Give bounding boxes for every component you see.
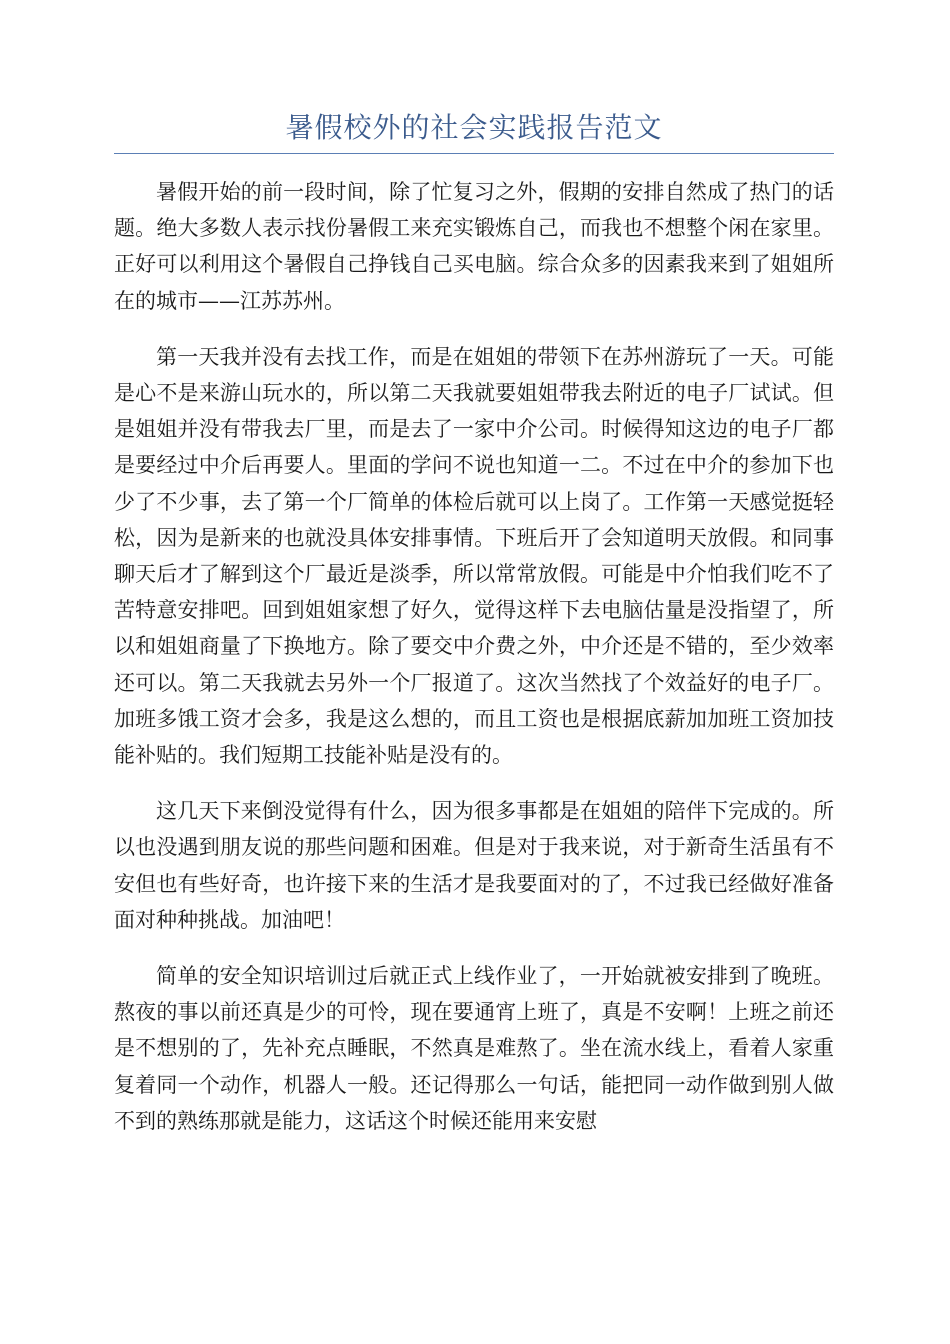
document-title: 暑假校外的社会实践报告范文 bbox=[285, 111, 663, 144]
paragraph-3: 这几天下来倒没觉得有什么，因为很多事都是在姐姐的陪伴下完成的。所以也没遇到朋友说的那些问题和困难。但是对于我来说，对于新奇生活虽有不安但也有些好奇，也许接下来的生活才是我要面对的了，不过我已经做好准备面对种种挑战。加油吧！ bbox=[114, 799, 834, 932]
paragraph-4: 简单的安全知识培训过后就正式上线作业了，一开始就被安排到了晚班。熬夜的事以前还真是少的可怜，现在要通宵上班了，真是不安啊！上班之前还是不想别的了，先补充点睡眠，不然真是难熬了。坐在流水线上，看着人家重复着同一个动作，机器人一般。还记得那么一句话，能把同一动作做到别人做不到的熟练那就是能力，这话这个时候还能用来安慰 bbox=[114, 964, 834, 1133]
document-body bbox=[114, 174, 834, 1159]
title-underline bbox=[114, 153, 834, 154]
paragraph-2: 第一天我并没有去找工作，而是在姐姐的带领下在苏州游玩了一天。可能是心不是来游山玩水的，所以第二天我就要姐姐带我去附近的电子厂试试。但是姐姐并没有带我去厂里，而是去了一家中介公司。时候得知这边的电子厂都是要经过中介后再要人。里面的学问不说也知道一二。不过在中介的参加下也少了不少事，去了第一个厂简单的体检后就可以上岗了。工作第一天感觉挺轻松，因为是新来的也就没具体安排事情。下班后开了会知道明天放假。和同事聊天后才了解到这个厂最近是淡季，所以常常放假。可能是中介怕我们吃不了苦特意安排吧。回到姐姐家想了好久，觉得这样下去电脑估量是没指望了，所以和姐姐商量了下换地方。除了要交中介费之外，中介还是不错的，至少效率还可以。第二天我就去另外一个厂报道了。这次当然找了个效益好的电子厂。加班多饿工资才会多，我是这么想的，而且工资也是根据底薪加加班工资加技能补贴的。我们短期工技能补贴是没有的。 bbox=[114, 344, 834, 768]
paragraph-1: 暑假开始的前一段时间，除了忙复习之外，假期的安排自然成了热门的话题。绝大多数人表示找份暑假工来充实锻炼自己，而我也不想整个闲在家里。正好可以利用这个暑假自己挣钱自己买电脑。综合众多的因素我来到了姐姐所在的城市——江苏苏州。 bbox=[114, 180, 834, 313]
